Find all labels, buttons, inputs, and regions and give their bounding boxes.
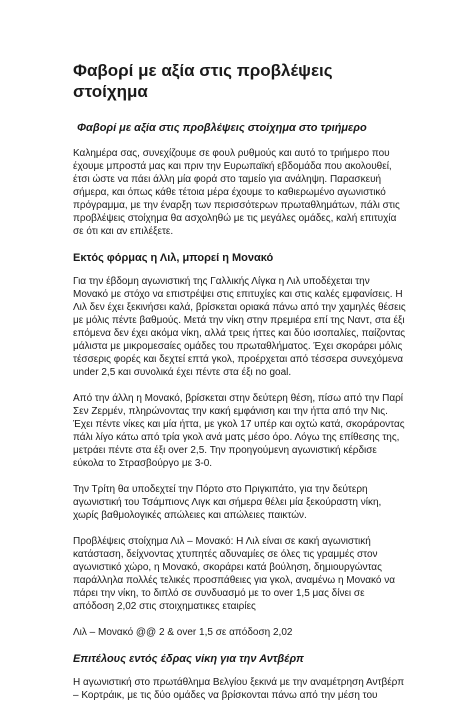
paragraph-monaco-schedule: Την Τρίτη θα υποδεχτεί την Πόρτο στο Πριγκιπάτο, για την δεύτερη αγωνιστική του Τσάμπιονς Λιγκ και σήμερα θέλει μία ξεκούραστη νίκη, χωρίς βαθμολογικές απώλειες και απώλειες παικτών. xyxy=(73,484,382,522)
paragraph-monaco-form: Από την άλλη η Μονακό, βρίσκεται στην δεύτερη θέση, πίσω από την Παρί Σεν Ζερμέν, πληρώνοντας την κακή εμφάνιση και την ήττα από την Νις. Έχει πέντε νίκες και μία ήττα, με γκολ 17 υπέρ και οχτώ κατά, σκοράροντας πάλι λίγο κάτω από τρία γκολ ανά ματς μέσο όρο. Λόγω της επίθεσης της, μετράει πέντε στα έξι over 2,5. Την προηγούμενη αγωνιστική κέρδισε εύκολα το Στρασβούργο με 3-0. xyxy=(73,393,405,470)
page-title: Φαβορί με αξία στις προβλέψεις στοίχημα xyxy=(73,61,333,102)
section-heading-antwerp: Επιτέλους εντός έδρας νίκη για την Αντβέρπ xyxy=(73,653,304,666)
paragraph-antwerp: Η αγωνιστική στο πρωτάθλημα Βελγίου ξεκινά με την αναμέτρηση Αντβέρπ – Κορτράικ, με τις δύο ομάδες να βρίσκονται πάνω από την μέση του xyxy=(73,677,405,702)
intro-paragraph: Καλημέρα σας, συνεχίζουμε σε φουλ ρυθμούς και αυτό το τριήμερο που έχουμε μπροστά μας και πριν την Ευρωπαϊκή εβδομάδα που ακολουθεί, έτσι ώστε να πάει άλλη μία φορά στο ταμείο για ανάληψη. Παρασκευή σήμερα, και όπως κάθε τέτοια μέρα έχουμε το καθιερωμένο αγωνιστικό πρόγραμμα, με την έναρξη των περισσότερων πρωταθλημάτων, πάλι στις προβλέψεις στοίχημα θα ασχοληθώ με τις μεγάλες ομάδες, καλή επιτυχία σε ότι και αν επιλέξετε. xyxy=(73,148,400,238)
page-subtitle: Φαβορί με αξία στις προβλέψεις στοίχημα στο τριήμερο xyxy=(77,121,367,134)
betting-pick: Λιλ – Μονακό @@ 2 & over 1,5 σε απόδοση 2,02 xyxy=(73,627,293,639)
paragraph-prediction: Προβλέψεις στοίχημα Λιλ – Μονακό: Η Λιλ είναι σε κακή αγωνιστική κατάσταση, δείχνοντας χτυπητές αδυναμίες σε όλες τις γραμμές στον αγωνιστικό χώρο, η Μονακό, σκοράρει κατά βούληση, δημιουργώντας παράλληλα πολλές τελικές προσπάθειες για γκολ, αναμένω η Μονακό να πάρει την νίκη, το διπλό σε συνδυασμό με το over 1,5 μας δίνει σε απόδοση 2,02 στις στοιχηματικες εταιρίες xyxy=(73,536,395,613)
paragraph-lille-form: Για την έβδομη αγωνιστική της Γαλλικής Λίγκα η Λιλ υποδέχεται την Μονακό με στόχο να επιστρέψει στις επιτυχίες και στις καλές εμφανίσεις. Η Λιλ δεν έχει ξεκινήσει καλά, βρίσκεται οριακά πάνω από την χαμηλές θέσεις με μόλις πέντε βαθμούς. Μετά την νίκη στην πρεμιέρα επί της Ναντ, στα έξι επόμενα δεν έχει ακόμα νίκη, αλλά τρεις ήττες και δύο ισοπαλίες, παίζοντας μάλιστα με μικρομεσαίες ομάδες του πρωταθλήματος. Έχει σκοράρει μόλις τέσσερις φορές και δεχτεί επτά γκολ, προέρχεται από τέσσερα συνεχόμενα under 2,5 και συνολικά έχει πέντε στα έξι no goal. xyxy=(73,276,406,379)
section-heading-lille-monaco: Εκτός φόρμας η Λιλ, μπορεί η Μονακό xyxy=(73,252,274,265)
document-page xyxy=(73,60,407,715)
